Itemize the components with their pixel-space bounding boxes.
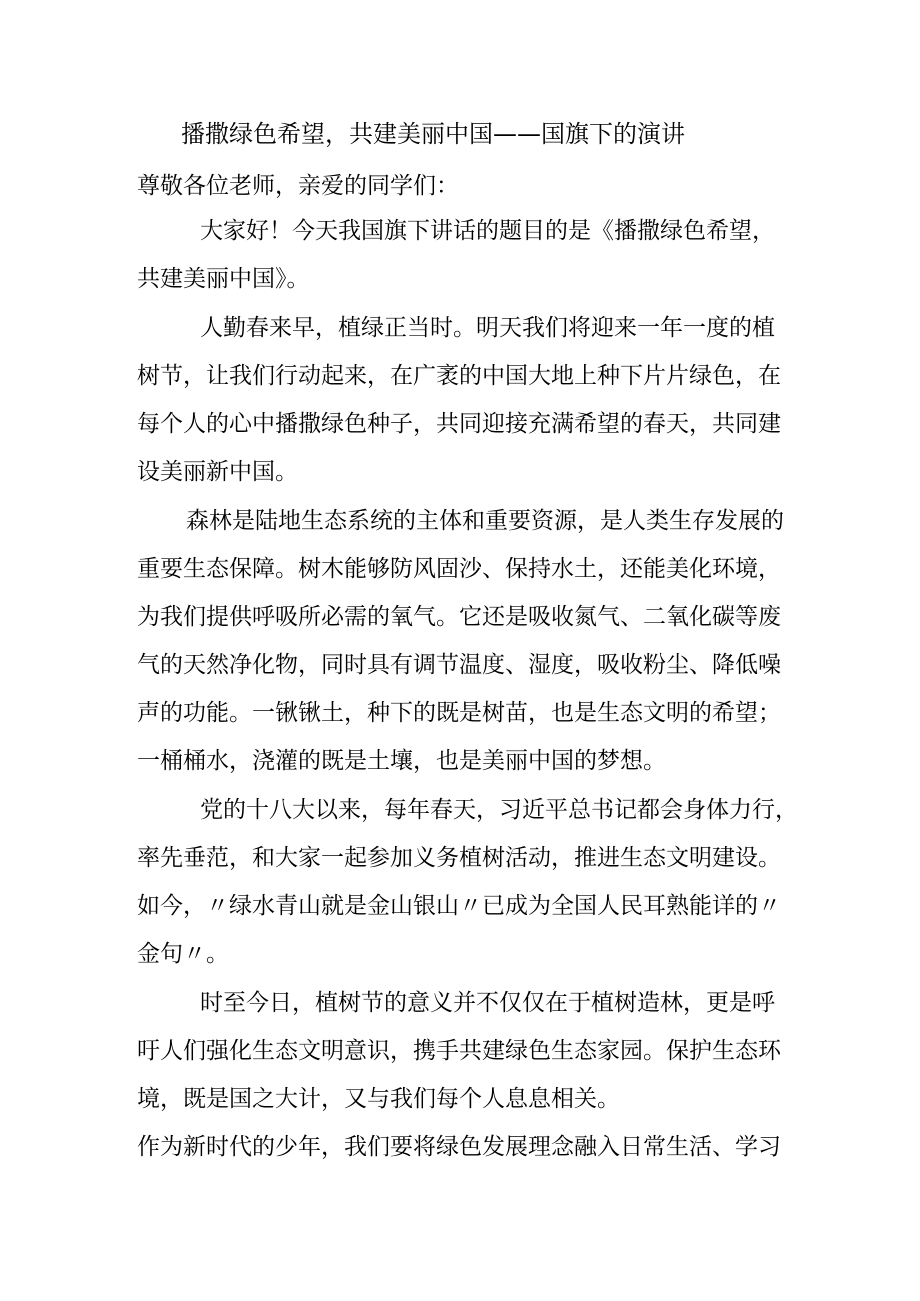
paragraph-3-line-6: 一桶桶水，浇灌的既是土壤，也是美丽中国的梦想。: [137, 748, 666, 774]
paragraph-2-line-3: 每个人的心中播撒绿色种子，共同迎接充满希望的春天，共同建: [137, 411, 781, 437]
paragraph-3-line-5: 声的功能。一锹锹土，种下的既是树苗，也是生态文明的希望；: [137, 700, 781, 726]
paragraph-3-line-4: 气的天然净化物，同时具有调节温度、湿度，吸收粉尘、降低噪: [137, 652, 781, 678]
paragraph-1-line-2: 共建美丽中国》。: [137, 266, 310, 292]
paragraph-4-line-2: 率先垂范，和大家一起参加义务植树活动，推进生态文明建设。: [137, 845, 781, 871]
paragraph-4-line-1: 党的十八大以来，每年春天，习近平总书记都会身体力行，: [200, 797, 798, 823]
paragraph-3-line-3: 为我们提供呼吸所必需的氧气。它还是吸收氮气、二氧化碳等废: [137, 604, 781, 630]
paragraph-3-line-1: 森林是陆地生态系统的主体和重要资源，是人类生存发展的: [186, 508, 784, 534]
paragraph-3-line-2: 重要生态保障。树木能够防风固沙、保持水土，还能美化环境，: [137, 556, 781, 582]
salutation: 尊敬各位老师，亲爱的同学们：: [137, 173, 459, 199]
paragraph-2-line-4: 设美丽新中国。: [137, 459, 298, 485]
paragraph-4-line-3: 如今，〃绿水青山就是金山银山〃已成为全国人民耳熟能详的〃: [137, 893, 781, 919]
paragraph-6-line-1: 作为新时代的少年，我们要将绿色发展理念融入日常生活、学习: [137, 1134, 781, 1160]
paragraph-2-line-2: 树节，让我们行动起来，在广袤的中国大地上种下片片绿色，在: [137, 363, 781, 389]
paragraph-5-line-3: 境，既是国之大计，又与我们每个人息息相关。: [137, 1086, 620, 1112]
paragraph-4-line-4: 金句〃。: [137, 941, 229, 967]
document-title: 播撒绿色希望，共建美丽中国——国旗下的演讲: [181, 120, 685, 148]
paragraph-5-line-2: 吁人们强化生态文明意识，携手共建绿色生态家园。保护生态环: [137, 1038, 781, 1064]
paragraph-5-line-1: 时至今日，植树节的意义并不仅仅在于植树造林，更是呼: [200, 990, 775, 1016]
paragraph-2-line-1: 人勤春来早，植绿正当时。明天我们将迎来一年一度的植: [200, 315, 775, 341]
paragraph-1-line-1: 大家好！今天我国旗下讲话的题目的是《播撒绿色希望，: [200, 218, 775, 244]
